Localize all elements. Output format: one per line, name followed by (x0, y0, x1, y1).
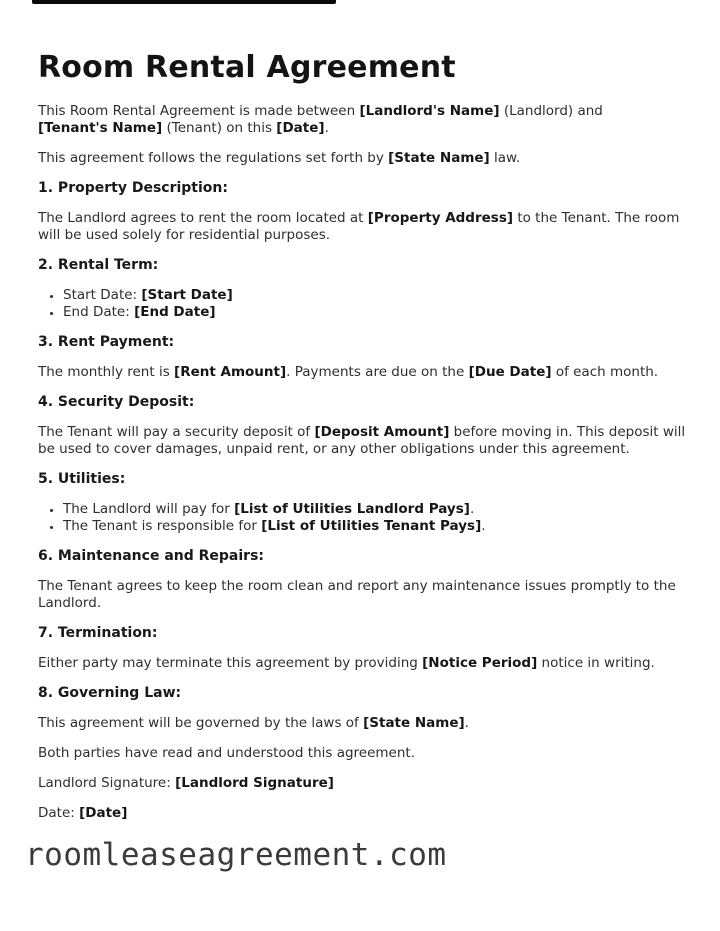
section-heading-utilities: 5. Utilities: (38, 471, 126, 487)
placeholder-field: [Landlord Signature] (175, 775, 334, 791)
text-run: law. (489, 150, 521, 166)
text-run: . (481, 518, 486, 534)
document-title: Room Rental Agreement (38, 50, 456, 85)
text-run: This agreement will be governed by the laws of (38, 715, 364, 731)
text-run: . (464, 715, 469, 731)
placeholder-field: [Notice Period] (422, 655, 538, 671)
text-run: The monthly rent is (38, 364, 175, 380)
section-heading-maintenance: 6. Maintenance and Repairs: (38, 548, 265, 564)
placeholder-field: [End Date] (134, 304, 216, 320)
document-body (38, 103, 700, 822)
text-run: The Tenant agrees to keep the room clean and report any maintenance issues promptly to the Landlord. (38, 578, 676, 611)
placeholder-field: [Property Address] (367, 210, 514, 226)
placeholder-field: [Due Date] (468, 364, 552, 380)
termination-paragraph (38, 655, 700, 672)
text-run: The Landlord will pay for (63, 501, 235, 517)
text-run: The Tenant is responsible for (63, 518, 262, 534)
text-run: This Room Rental Agreement is made between (38, 103, 360, 119)
landlord-signature-line (38, 775, 700, 792)
list-item (63, 501, 700, 518)
governing-law-paragraph (38, 715, 700, 732)
text-run: Date: (38, 805, 80, 821)
text-run: End Date: (63, 304, 135, 320)
list-item (63, 287, 700, 304)
regulations-paragraph (38, 150, 700, 167)
text-run: to the Tenant. The room will be used solely for residential purposes. (38, 210, 680, 243)
text-run: notice in writing. (537, 655, 655, 671)
placeholder-field: [List of Utilities Landlord Pays] (234, 501, 470, 517)
text-run: Either party may terminate this agreement by providing (38, 655, 423, 671)
acknowledgement-paragraph (38, 745, 700, 762)
section-heading-termination: 7. Termination: (38, 625, 158, 641)
text-run: (Tenant) on this (162, 120, 277, 136)
scan-artifact-line (32, 0, 336, 4)
placeholder-field: [List of Utilities Tenant Pays] (261, 518, 482, 534)
placeholder-field: [Deposit Amount] (314, 424, 450, 440)
section-heading-security-deposit: 4. Security Deposit: (38, 394, 195, 410)
placeholder-field: [Date] (79, 805, 128, 821)
list-item (63, 304, 700, 321)
security-deposit-paragraph (38, 424, 700, 458)
maintenance-paragraph (38, 578, 700, 612)
text-run: The Tenant will pay a security deposit of (38, 424, 315, 440)
text-run: (Landlord) and (499, 103, 603, 119)
text-run: . (469, 501, 475, 517)
intro-paragraph (38, 103, 700, 137)
placeholder-field: [State Name] (388, 150, 490, 166)
placeholder-field: [Landlord's Name] (359, 103, 500, 119)
section-heading-governing-law: 8. Governing Law: (38, 685, 182, 701)
text-run: . Payments are due on the (286, 364, 469, 380)
section-heading-property-description: 1. Property Description: (38, 180, 228, 196)
text-run: before moving in. This deposit will be used to cover damages, unpaid rent, or any other obligations under this agreement. (38, 424, 686, 457)
text-run: The Landlord agrees to rent the room located at (38, 210, 368, 226)
placeholder-field: [Start Date] (141, 287, 233, 303)
placeholder-field: [State Name] (363, 715, 465, 731)
text-run: Landlord Signature: (38, 775, 176, 791)
text-run: of each month. (551, 364, 659, 380)
property-description-paragraph (38, 210, 700, 244)
section-heading-rental-term: 2. Rental Term: (38, 257, 159, 273)
text-run: This agreement follows the regulations set forth by (38, 150, 389, 166)
utilities-list (38, 501, 700, 535)
rental-term-list (38, 287, 700, 321)
list-item (63, 518, 700, 535)
placeholder-field: [Tenant's Name] (38, 120, 163, 136)
text-run: . (324, 120, 329, 136)
section-heading-rent-payment: 3. Rent Payment: (38, 334, 175, 350)
placeholder-field: [Date] (276, 120, 325, 136)
date-line (38, 805, 700, 822)
text-run: Both parties have read and understood this agreement. (38, 745, 415, 761)
placeholder-field: [Rent Amount] (174, 364, 287, 380)
text-run: Start Date: (63, 287, 142, 303)
rent-payment-paragraph (38, 364, 700, 381)
site-watermark: roomleaseagreement.com (25, 837, 447, 873)
